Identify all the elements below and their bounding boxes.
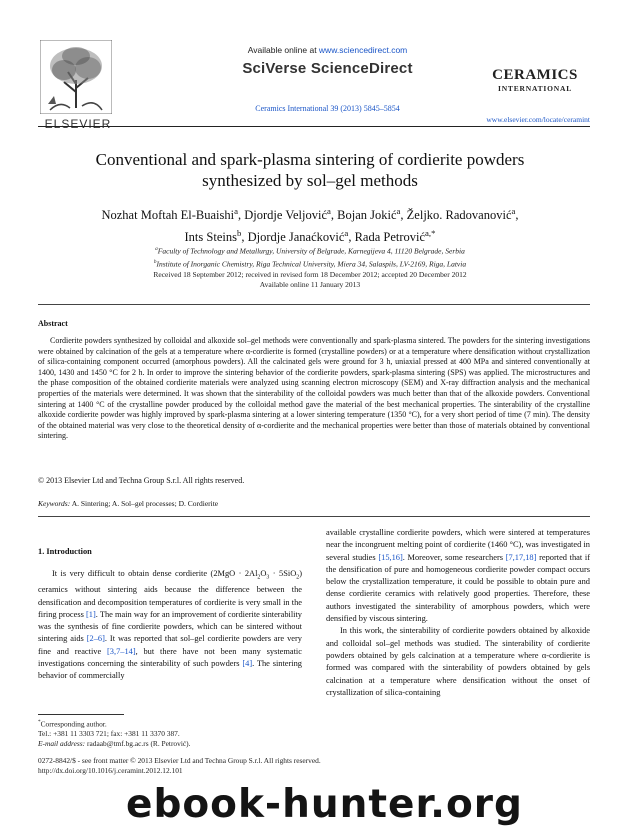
intro-paragraph-2: In this work, the sinterability of cordierite powders obtained by alkoxide and colloidal sol–gel methods was studied. The sinterability of cordierite powders obtained by gels calcination at a temperature where α-cordierite is formed was compared with the sinterability of powders obtained by gels calcination at a temperature where densification without the onset of crystallization of silica-containing [326, 626, 590, 697]
author-list: Nozhat Moftah El-Buaishi$^a$, Djordje Veljović$^a$, Bojan Jokić$^a$, Željko. Radovanović$^a$, Ints Steins$^b$, Djordje Janaćković$^a$, Rada Petrović$^{a,*}$ [101, 206, 519, 245]
corresponding-author-footnote: *Corresponding author. Tel.: +381 11 3303 721; fax: +381 11 3370 387. E-mail address: radaab@tmf.bg.ac.rs (R. Petrović). [38, 719, 191, 749]
article-dates: Received 18 September 2012; received in revised form 18 December 2012; accepted 20 December 2012 Available online 11 January 2013 [153, 270, 467, 289]
citation-link[interactable]: [7,17,18] [505, 552, 537, 562]
sciencedirect-link[interactable]: www.sciencedirect.com [318, 45, 408, 55]
keywords-divider [38, 516, 590, 517]
publisher-wordmark: ELSEVIER [44, 117, 112, 131]
article-title: Conventional and spark-plasma sintering of cordierite powders synthesized by sol–gel methods [95, 150, 525, 190]
affiliations: $^a$Faculty of Technology and Metallurgy, University of Belgrade, Karnegijeva 4, 11120 Belgrade, Serbia $^b$Institute of Inorganic Chemistry, Riga Technical University, Miera 34, Salaspils, LV-2169, Riga, Latvia [153, 246, 467, 268]
footnote-divider [38, 714, 124, 715]
journal-logo-subtitle: INTERNATIONAL [497, 84, 573, 93]
keywords: Keywords: A. Sintering; A. Sol–gel processes; D. Cordierite [38, 499, 219, 508]
journal-url-link[interactable]: www.elsevier.com/locate/ceramint [486, 115, 590, 124]
email-link[interactable]: radaab@tmf.bg.ac.rs (R. Petrović). [85, 739, 191, 749]
citation-link[interactable]: [1] [86, 609, 96, 619]
abstract-top-divider [38, 304, 590, 305]
citation-link[interactable]: [15,16] [378, 552, 403, 562]
platform-logo: SciVerse ScienceDirect [242, 60, 413, 77]
abstract-text: Cordierite powders synthesized by colloidal and alkoxide sol–gel methods were conventionally and spark-plasma sintered. The powders for the sintering investigations were obtained by calcination of the gels at a temperature where α-cordierite is formed (crystalline powders) or at a temperature where densification without crystallization of silica-containing component occurred (amorphous powders). All the calcinated gels were ground for 3 h, uniaxial pressed at 400 MPa and sintered conventionally at 1400, 1430 and 1450 °C for 2 h. In order to improve the sintering behavior of the cordierite powders, spark-plasma sintering (SPS) was applied. The microstructures and the phase composition of the obtained cordierite materials were analyzed using scanning electron microscopy (SEM) and X-ray diffraction analysis and the mechanical properties of the materials were determined. It was shown that the sinterability of the colloidal powders was much better than that of the alkoxide powders. Conventional sintering at 1400 °C of the crystalline powder produced by the colloidal method gave the material of the best mechanical properties. The sinterability of the crystalline alkoxide cordierite powder was highly improved by spark-plasma sintering at a lower sintering temperature (1350 °C), for a very short period of time (7 min). The density of the obtained material was very close to the theoretical density of α-cordierite and the mechanical properties were better than those of materials obtained by conventional sintering. [38, 336, 590, 441]
available-online-line: Available online at www.sciencedirect.com [247, 45, 408, 55]
section-heading-introduction: 1. Introduction [38, 547, 92, 556]
journal-logo-title: CERAMICS [492, 67, 578, 83]
citation-link[interactable]: [2–6] [86, 634, 105, 644]
citation-link[interactable]: [3,7–14] [107, 646, 136, 656]
front-matter-info: 0272-8842/$ - see front matter © 2013 Elsevier Ltd and Techna Group S.r.l. All rights reserved. http://dx.doi.org/10.1016/j.ceramint.2012.12.101 [38, 756, 458, 776]
abstract-heading: Abstract [38, 319, 68, 328]
intro-paragraph-1: It is very difficult to obtain dense cordierite $(2MgO \cdot 2Al_2O_3 \cdot 5SiO_2)$ ceramics without sintering aids because the difference between the densification and decomposition temperatures of cordierite is very small in the firing process [1]. The main way for an improvement of cordierite sinterability was the synthesis of fine cordierite powders, which can be sintered without sintering aids [2–6]. It was reported that sol–gel cordierite powders are very fine and reactive [3,7–14], but there have not been many systematic investigations concerning the sinterability of such powders [4]. The sintering behavior of commercially [38, 569, 302, 681]
citation-link[interactable]: [4] [242, 659, 253, 669]
copyright-line: © 2013 Elsevier Ltd and Techna Group S.r.l. All rights reserved. [38, 476, 245, 485]
header-divider [38, 126, 590, 127]
elsevier-tree-logo [40, 40, 112, 114]
body-right-column [326, 527, 590, 699]
doi-link[interactable]: http://dx.doi.org/10.1016/j.ceramint.2012.12.101 [38, 766, 183, 775]
watermark-text: ebook-hunter.org [126, 782, 523, 827]
body-left-column [38, 546, 302, 683]
journal-citation-link[interactable]: Ceramics International 39 (2013) 5845–5854 [255, 104, 400, 113]
intro-paragraph-1-continued: available crystalline cordierite powders, which were sintered at temperatures near the incongruent melting point of cordierite (1460 °C), was investigated in several studies [15,16]. Moreover, some researchers [7,17,18] reported that if the densification of pure and homogeneous cordierite powder compact occurs below the crystallization temperature, it could be possible to obtain pure and dense cordierite ceramics with relatively good properties. Therefore, these authors investigated the sinterability of amorphous powders, which were densified by viscous sintering. [326, 528, 590, 624]
